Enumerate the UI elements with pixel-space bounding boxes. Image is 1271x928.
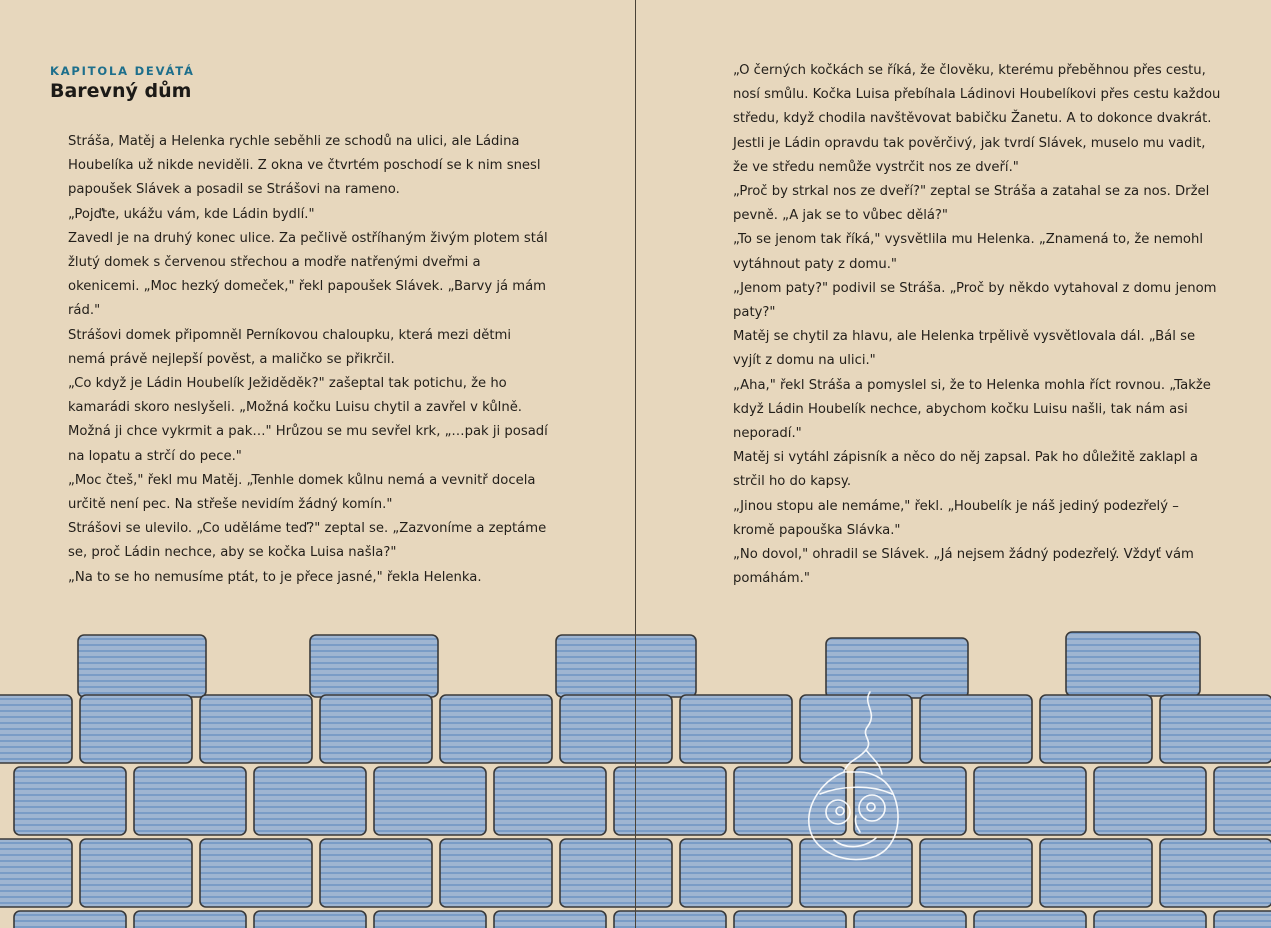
paragraph: „Jenom paty?" podivil se Stráša. „Proč by někdo vytahoval z domu jenom paty?" <box>733 280 1217 321</box>
paragraph: „O černých kočkách se říká, že člověku, kterému přeběhnou přes cestu, nosí smůlu. Kočka Luisa přebíhala Ládinovi Houbelíkovi přes cestu každou středu, když chodila navštěvovat babičku Žanetu. A to dokonce dvakrát. Jestli je Ládin opravdu tak pověrčivý, jak tvrdí Slávek, muselo mu vadit, že ve středu nemůže vystrčit nos ze dveří." <box>733 63 1221 175</box>
brick <box>14 767 126 835</box>
brick <box>1040 695 1152 763</box>
brick <box>560 839 672 907</box>
brick <box>374 767 486 835</box>
brick <box>134 767 246 835</box>
paragraph: „No dovol," ohradil se Slávek. „Já nejsem žádný podezřelý. Vždyť vám pomáhám." <box>733 547 1194 587</box>
brick <box>854 911 966 928</box>
brick <box>826 638 968 698</box>
brick <box>1094 767 1206 835</box>
brick <box>1066 632 1200 696</box>
right-page-text <box>733 59 1223 591</box>
paragraph: Matěj si vytáhl zápisník a něco do něj zapsal. Pak ho důležitě zaklapl a strčil ho do kapsy. <box>733 450 1198 490</box>
brick <box>734 911 846 928</box>
chapter-title: Barevný dům <box>50 80 192 102</box>
paragraph: „Pojďte, ukážu vám, kde Ládin bydlí." <box>68 206 315 222</box>
brick <box>320 839 432 907</box>
paragraph: Zavedl je na druhý konec ulice. Za pečlivě ostříhaným živým plotem stál žlutý domek s červenou střechou a modře natřenými dveřmi a okenicemi. „Moc hezký domeček," řekl papoušek Slávek. „Barvy já mám rád." <box>68 230 548 319</box>
brick <box>14 911 126 928</box>
paragraph: Strášovi se ulevilo. „Co uděláme teď?" zeptal se. „Zazvoníme a zeptáme se, proč Ládin nechce, aby se kočka Luisa našla?" <box>68 521 547 561</box>
book-gutter <box>635 0 636 928</box>
paragraph: „To se jenom tak říká," vysvětlila mu Helenka. „Znamená to, že nemohl vytáhnout paty z domu." <box>733 232 1204 272</box>
brick <box>254 911 366 928</box>
paragraph: „Na to se ho nemusíme ptát, to je přece jasné," řekla Helenka. <box>68 569 482 585</box>
brick <box>78 635 206 697</box>
left-page-text <box>68 130 548 590</box>
paragraph: Stráša, Matěj a Helenka rychle seběhli ze schodů na ulici, ale Ládina Houbelíka už nikde neviděli. Z okna ve čtvrtém poschodí se k nim snesl papoušek Slávek a posadil se Strášovi na rameno. <box>68 134 541 198</box>
brick <box>80 839 192 907</box>
paragraph: „Jinou stopu ale nemáme," řekl. „Houbelík je náš jediný podezřelý – kromě papouška Slávka." <box>733 498 1179 538</box>
brick <box>254 767 366 835</box>
brick <box>374 911 486 928</box>
brick <box>680 839 792 907</box>
brick <box>920 839 1032 907</box>
chapter-label: KAPITOLA DEVÁTÁ <box>50 64 195 78</box>
brick <box>614 911 726 928</box>
brick <box>320 695 432 763</box>
brick <box>0 839 72 907</box>
brick <box>1040 839 1152 907</box>
brick <box>440 695 552 763</box>
paragraph: „Proč by strkal nos ze dveří?" zeptal se Stráša a zatahal se za nos. Držel pevně. „A jak se to vůbec dělá?" <box>733 184 1210 224</box>
brick <box>1160 839 1271 907</box>
brick <box>0 695 72 763</box>
brick <box>494 911 606 928</box>
brick <box>80 695 192 763</box>
brick <box>614 767 726 835</box>
ghost-figure-drawing <box>800 690 905 870</box>
brick <box>440 839 552 907</box>
brick <box>1160 695 1271 763</box>
paragraph: „Co když je Ládin Houbelík Ježiděděk?" zašeptal tak potichu, že ho kamarádi skoro neslyšeli. „Možná kočku Luisu chytil a zavřel v kůlně. Možná ji chce vykrmit a pak…" Hrůzou se mu sevřel krk, „…pak ji posadí na lopatu a strčí do pece." <box>68 376 548 464</box>
brick <box>680 695 792 763</box>
brick <box>974 911 1086 928</box>
brick <box>494 767 606 835</box>
brick <box>200 839 312 907</box>
brick <box>556 635 696 697</box>
paragraph: Strášovi domek připomněl Perníkovou chaloupku, která mezi dětmi nemá právě nejlepší pověst, a maličko se přikrčil. <box>68 327 512 367</box>
brick <box>920 695 1032 763</box>
brick <box>310 635 438 697</box>
brick <box>1214 767 1271 835</box>
brick <box>200 695 312 763</box>
paragraph: Matěj se chytil za hlavu, ale Helenka trpělivě vysvětlovala dál. „Bál se vyjít z domu na ulici." <box>733 329 1196 369</box>
brick <box>974 767 1086 835</box>
brick <box>1214 911 1271 928</box>
brick <box>560 695 672 763</box>
brick <box>134 911 246 928</box>
brick <box>1094 911 1206 928</box>
paragraph: „Moc čteš," řekl mu Matěj. „Tenhle domek kůlnu nemá a vevnitř docela určitě není pec. Na střeše nevidím žádný komín." <box>68 472 536 513</box>
paragraph: „Aha," řekl Stráša a pomyslel si, že to Helenka mohla říct rovnou. „Takže když Ládin Houbelík nechce, abychom kočku Luisu našli, tak nám asi neporadí." <box>733 377 1211 442</box>
